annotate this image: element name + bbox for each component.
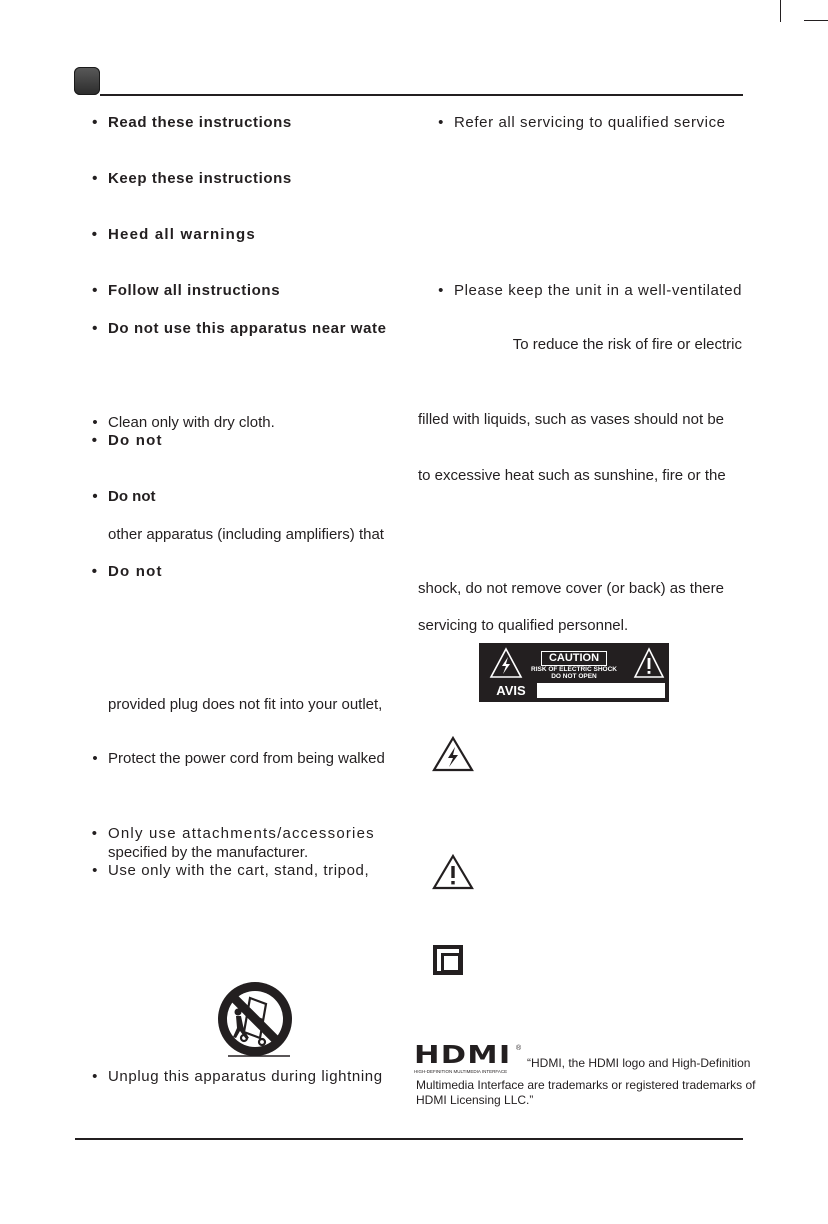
instruction-continuation: provided plug does not fit into your outlet, xyxy=(108,696,383,713)
instruction-continuation: to excessive heat such as sunshine, fire or the xyxy=(418,467,726,484)
lightning-triangle-icon xyxy=(489,647,523,679)
instruction-continuation: specified by the manufacturer. xyxy=(108,844,309,861)
bullet: • xyxy=(92,750,98,767)
footer-rule xyxy=(75,1138,743,1140)
bullet: • xyxy=(92,114,98,131)
hdmi-logo xyxy=(414,1040,522,1074)
lightning-flash-warning-icon xyxy=(432,736,474,772)
bullet: • xyxy=(92,320,98,337)
exclamation-triangle-icon xyxy=(633,647,665,679)
header-rule xyxy=(100,94,743,96)
crop-mark-top xyxy=(780,0,781,22)
instruction-continuation: shock, do not remove cover (or back) as there xyxy=(418,580,724,597)
instruction-continuation: filled with liquids, such as vases should not be xyxy=(418,411,725,428)
bullet: • xyxy=(91,825,99,842)
bullet: • xyxy=(91,563,99,580)
bullet: • xyxy=(92,1068,98,1085)
hdmi-reg-mark: ® xyxy=(516,1045,522,1052)
hdmi-logo-wordmark: HDMI xyxy=(414,1040,512,1069)
instruction-continuation: other apparatus (including amplifiers) that xyxy=(108,526,384,543)
hdmi-trademark-line-3: HDMI Licensing LLC.” xyxy=(416,1093,534,1107)
bullet: • xyxy=(92,488,98,505)
caution-title: CAUTION xyxy=(541,651,607,666)
bullet: • xyxy=(92,170,98,187)
bullet: • xyxy=(92,414,98,431)
bullet: • xyxy=(92,862,98,879)
hdmi-trademark-line-1: “HDMI, the HDMI logo and High-Definition xyxy=(527,1056,751,1070)
instruction-continuation: To reduce the risk of fire or electric xyxy=(512,336,742,353)
caution-label xyxy=(479,643,669,702)
instruction-continuation: servicing to qualified personnel. xyxy=(418,617,629,634)
bullet: • xyxy=(438,282,444,299)
crop-mark-right xyxy=(804,20,828,21)
caution-line-2: DO NOT OPEN xyxy=(551,673,597,680)
section-marker-icon xyxy=(74,67,100,95)
bullet: • xyxy=(91,432,99,449)
cart-tipover-warning-icon xyxy=(214,978,296,1060)
bullet: • xyxy=(91,226,99,243)
hdmi-trademark-line-2: Multimedia Interface are trademarks or registered trademarks of xyxy=(416,1078,756,1092)
caution-line-1: RISK OF ELECTRIC SHOCK xyxy=(531,666,617,673)
avis-bar xyxy=(485,683,665,698)
hdmi-logo-sub: HIGH-DEFINITION MULTIMEDIA INTERFACE xyxy=(414,1069,508,1074)
bullet: • xyxy=(438,114,444,131)
bullet: • xyxy=(92,282,98,299)
avis-label: AVIS xyxy=(485,683,537,698)
double-insulation-icon xyxy=(433,945,463,975)
exclamation-warning-icon xyxy=(432,854,474,890)
